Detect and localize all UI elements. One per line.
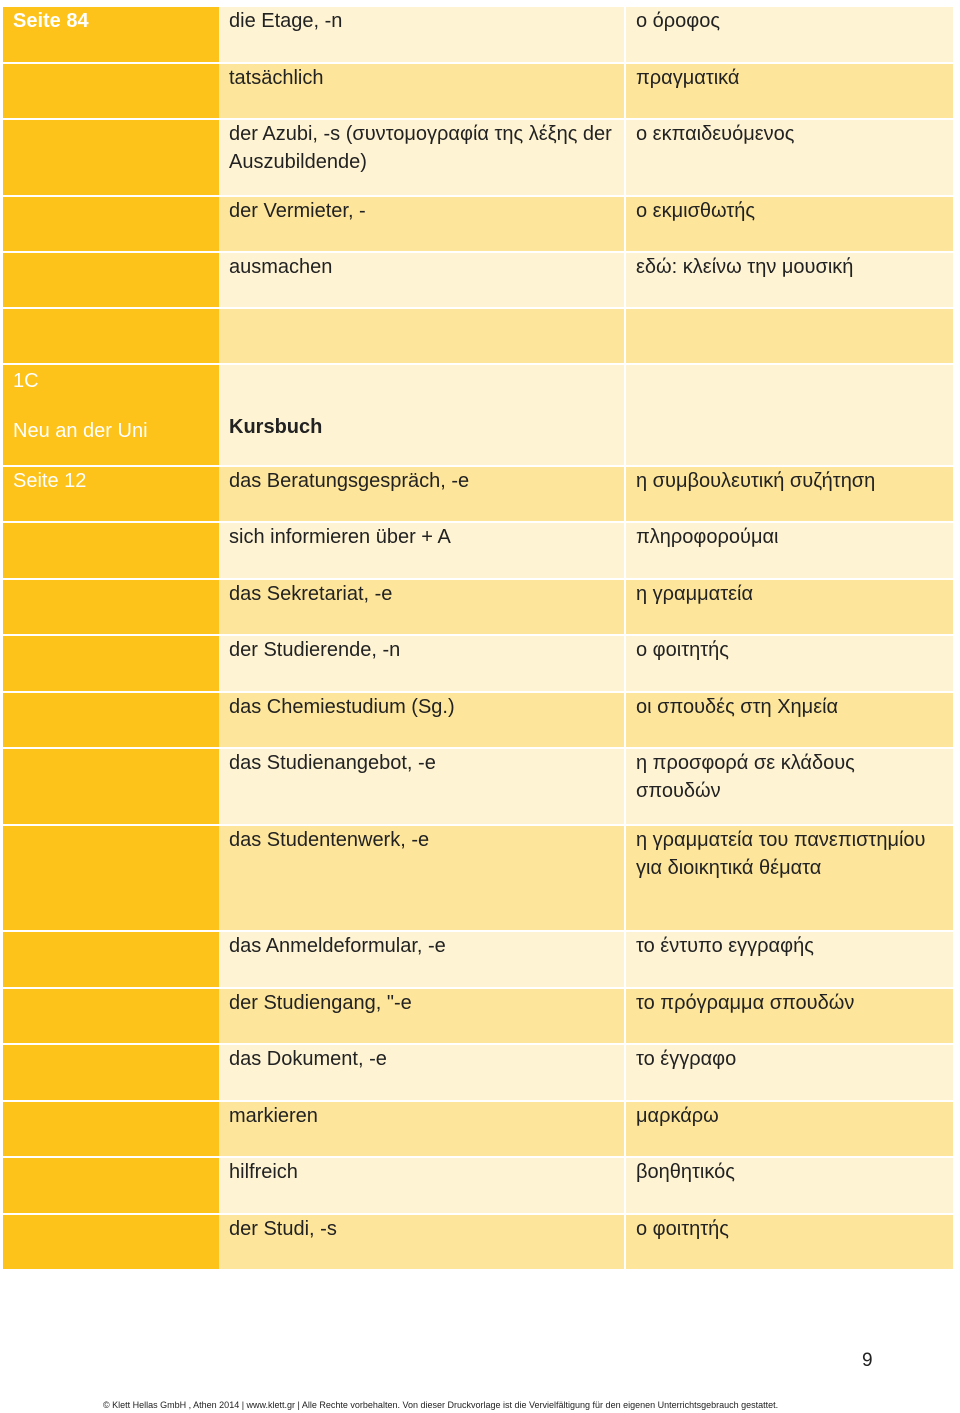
lesson-title: Neu an der Uni	[13, 420, 148, 442]
table-row	[3, 522, 953, 579]
table-row	[3, 7, 953, 63]
table-row	[3, 1101, 953, 1157]
greek-translation: εδώ: κλείνω την μουσική	[625, 252, 953, 308]
greek-translation: το πρόγραμμα σπουδών	[625, 988, 953, 1044]
greek-translation: η συμβουλευτική συζήτηση	[625, 466, 953, 522]
greek-translation: η γραμματεία	[625, 579, 953, 635]
german-term: der Studierende, -n	[219, 635, 625, 692]
german-term: das Sekretariat, -e	[219, 579, 625, 635]
greek-translation: ο εκμισθωτής	[625, 196, 953, 252]
german-term: das Anmeldeformular, -e	[219, 931, 625, 988]
table-row	[3, 1214, 953, 1270]
greek-translation: το έγγραφο	[625, 1044, 953, 1101]
german-term: der Studi, -s	[219, 1214, 625, 1270]
german-term: hilfreich	[219, 1157, 625, 1214]
greek-translation: ο φοιτητής	[625, 635, 953, 692]
vocabulary-table	[3, 7, 953, 1271]
german-term: das Studienangebot, -e	[219, 748, 625, 825]
german-term: der Vermieter, -	[219, 196, 625, 252]
table-row	[3, 748, 953, 825]
section-label	[3, 466, 219, 522]
german-term: die Etage, -n	[219, 7, 625, 63]
table-row	[3, 635, 953, 692]
german-term: sich informieren über + A	[219, 522, 625, 579]
book-name: Kursbuch	[229, 416, 323, 438]
table-row	[3, 466, 953, 522]
greek-translation: ο φοιτητής	[625, 1214, 953, 1270]
german-term: das Studentenwerk, -e	[219, 825, 625, 931]
section-label-text: Seite 84	[13, 10, 89, 32]
table-row	[3, 988, 953, 1044]
german-term: markieren	[219, 1101, 625, 1157]
greek-translation: πληροφορούμαι	[625, 522, 953, 579]
table-row	[3, 196, 953, 252]
greek-translation: ο εκπαιδευόμενος	[625, 119, 953, 196]
table-row	[3, 63, 953, 119]
german-term: ausmachen	[219, 252, 625, 308]
greek-translation: η προσφορά σε κλάδους σπουδών	[625, 748, 953, 825]
table-row	[3, 1044, 953, 1101]
greek-translation: πραγματικά	[625, 63, 953, 119]
greek-translation: η γραμματεία του πανεπιστημίου για διοικητικά θέματα	[625, 825, 953, 931]
lesson-header-row	[3, 364, 953, 466]
german-term: tatsächlich	[219, 63, 625, 119]
greek-translation: οι σπουδές στη Χημεία	[625, 692, 953, 748]
german-term: der Azubi, -s (συντομογραφία της λέξης der Auszubildende)	[219, 119, 625, 196]
section-label	[3, 7, 219, 63]
table-row	[3, 692, 953, 748]
german-term: das Dokument, -e	[219, 1044, 625, 1101]
table-row	[3, 308, 953, 364]
page-number: 9	[862, 1350, 873, 1371]
section-label-text: Seite 12	[13, 470, 87, 492]
table-row	[3, 1157, 953, 1214]
table-row	[3, 119, 953, 196]
table-row	[3, 252, 953, 308]
greek-translation: το έντυπο εγγραφής	[625, 931, 953, 988]
table-row	[3, 825, 953, 931]
table-row	[3, 931, 953, 988]
greek-translation: ο όροφος	[625, 7, 953, 63]
german-term: der Studiengang, "-e	[219, 988, 625, 1044]
german-term: das Chemiestudium (Sg.)	[219, 692, 625, 748]
lesson-label	[3, 364, 219, 466]
table-row	[3, 579, 953, 635]
greek-translation: βοηθητικός	[625, 1157, 953, 1214]
copyright-footer: © Klett Hellas GmbH , Athen 2014 | www.klett.gr | Alle Rechte vorbehalten. Von dieser Druckvorlage ist die Vervielfältigung für den eigenen Unterrichtsgebrauch gestattet.	[103, 1400, 779, 1410]
lesson-code: 1C	[13, 370, 39, 392]
greek-translation: μαρκάρω	[625, 1101, 953, 1157]
german-term: das Beratungsgespräch, -e	[219, 466, 625, 522]
